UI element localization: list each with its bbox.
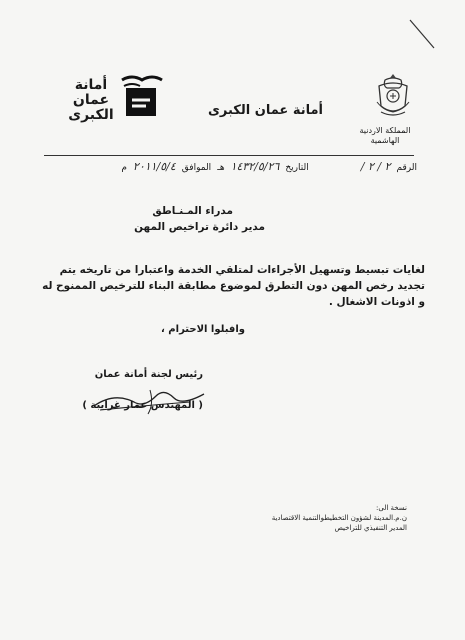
kingdom-line-1: المملكة الاردنية — [359, 126, 411, 135]
copies-heading: نسخة الى: — [376, 504, 407, 512]
authority-title: أمانة عمان الكبرى — [208, 103, 323, 118]
ref-hijri-suffix: هـ — [217, 163, 225, 173]
ref-date-label: التاريخ — [285, 163, 309, 173]
ref-number-label: الرقم — [396, 163, 417, 173]
letter-body: لغايات تبسيط وتسهيل الأجراءات لمتلقي الخدمة واعتبارا من تاريخه يتم تجديد رخص المهن دون التطرق لموضوع مطابقة البناء للترخيص الممنوح له و اذونات الاشغال . — [42, 264, 425, 308]
ref-gregorian-value: ٢٠١١/٥/٤ — [132, 160, 176, 173]
reference-line — [121, 160, 417, 173]
pen-stroke-mark — [408, 18, 438, 52]
header-divider — [44, 155, 414, 156]
jordan-crest-icon — [373, 72, 413, 118]
gam-logo-text — [68, 78, 114, 123]
gam-logo-icon — [118, 70, 164, 120]
logo-line-1: أمانة — [74, 77, 108, 93]
kingdom-name — [357, 126, 413, 146]
ref-date-value: ١٤٣٢/٥/٢٦ — [230, 160, 280, 173]
ref-number-value: ٢ / ٢ / — [360, 160, 391, 173]
closing-line: وافبلوا الاحترام ، — [161, 324, 245, 335]
ref-gregorian-suffix: م — [121, 163, 127, 173]
addressee-2: مدير دائرة تراخيص المهن — [134, 221, 265, 233]
copy-recipient-1: ن.م.المدينة لشؤون التخطيطوالتنمية الاقتصادية — [271, 514, 407, 522]
addressee-1: مدراء المـنـاطق — [152, 205, 233, 217]
copy-recipient-2: المدير التنفيذي للتراخيص — [334, 524, 407, 532]
ref-gregorian-label: الموافق — [181, 163, 212, 173]
logo-line-2: عمان — [72, 92, 110, 108]
signatory-title: رئيس لجنة أمانة عمان — [94, 369, 203, 380]
logo-line-3: الكبرى — [68, 107, 114, 123]
kingdom-line-2: الهاشمية — [370, 136, 400, 145]
signatory-name: ( المهندس عمار غرايبة ) — [82, 400, 203, 411]
